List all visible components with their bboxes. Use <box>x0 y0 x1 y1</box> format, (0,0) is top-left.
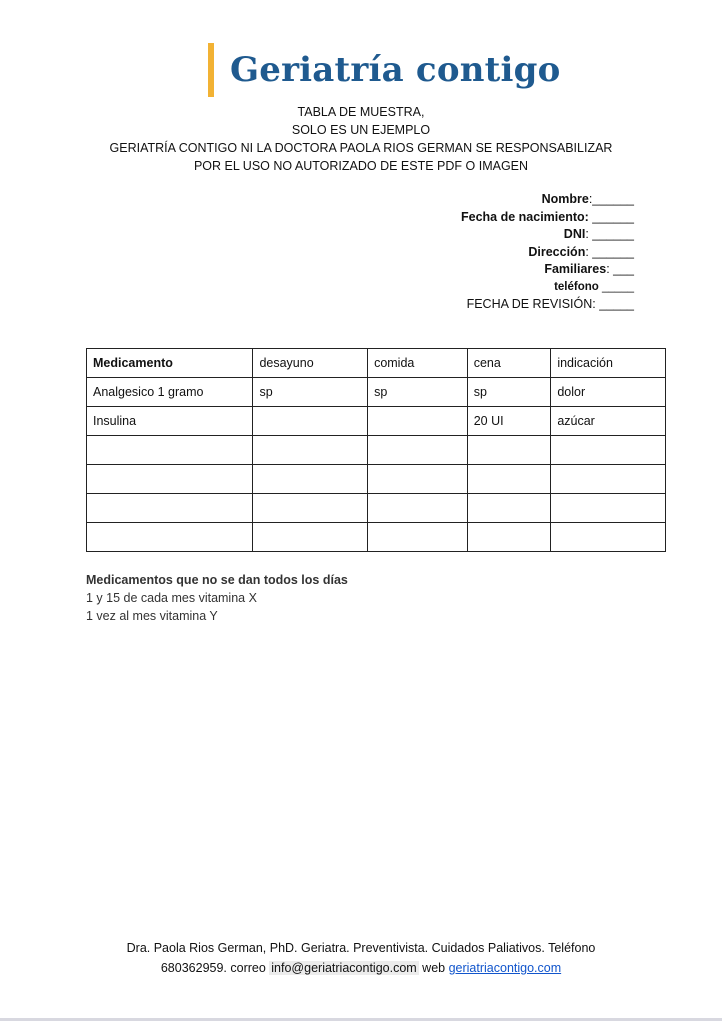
field-fecha-nacimiento-label: Fecha de nacimiento: <box>461 209 589 224</box>
field-familiares-blank: : ___ <box>606 262 634 276</box>
table-row <box>87 436 666 465</box>
table-cell <box>467 436 551 465</box>
field-dni-blank: : ______ <box>585 227 634 241</box>
table-cell <box>87 523 253 552</box>
field-fecha-revision-blank: _____ <box>595 297 634 311</box>
table-cell <box>551 523 666 552</box>
table-row <box>87 494 666 523</box>
table-cell <box>87 465 253 494</box>
medication-table <box>86 348 666 552</box>
table-cell: sp <box>368 378 468 407</box>
table-cell: 20 UI <box>467 407 551 436</box>
field-dni <box>461 226 634 244</box>
table-cell <box>368 436 468 465</box>
disclaimer-line-1: TABLA DE MUESTRA, <box>297 105 425 119</box>
field-familiares <box>461 261 634 279</box>
field-direccion-label: Dirección <box>528 244 586 259</box>
notes-title: Medicamentos que no se dan todos los días <box>86 573 348 587</box>
table-cell <box>253 407 368 436</box>
table-cell: sp <box>253 378 368 407</box>
table-header-row <box>87 349 666 378</box>
table-row <box>87 378 666 407</box>
table-cell <box>87 436 253 465</box>
table-cell <box>467 494 551 523</box>
disclaimer-line-4: POR EL USO NO AUTORIZADO DE ESTE PDF O IMAGEN <box>193 159 529 173</box>
header-cena: cena <box>467 349 551 378</box>
field-telefono-blank: _____ <box>598 280 634 293</box>
table-cell <box>87 494 253 523</box>
list-item: 1 vez al mes vitamina Y <box>86 609 218 623</box>
header-indicacion: indicación <box>551 349 666 378</box>
footer-web-link[interactable]: geriatriacontigo.com <box>448 961 562 975</box>
footer-phone-text: 680362959. correo <box>160 961 270 975</box>
header-medicamento: Medicamento <box>87 349 253 378</box>
field-fecha-revision <box>461 296 634 314</box>
table-cell: azúcar <box>551 407 666 436</box>
field-familiares-label: Familiares <box>544 262 607 276</box>
field-nombre-label: Nombre <box>541 192 589 206</box>
field-nombre-blank: :______ <box>588 192 634 206</box>
table-cell <box>368 523 468 552</box>
table-cell: sp <box>467 378 551 407</box>
header-comida: comida <box>368 349 468 378</box>
table-row <box>87 407 666 436</box>
table-cell <box>551 436 666 465</box>
table-row <box>87 465 666 494</box>
table-cell <box>253 465 368 494</box>
table-cell <box>253 436 368 465</box>
footer <box>0 938 722 978</box>
list-item: 1 y 15 de cada mes vitamina X <box>86 591 257 605</box>
field-nombre <box>461 191 634 209</box>
field-fecha-revision-label: FECHA DE REVISIÓN: <box>466 297 596 311</box>
field-direccion <box>461 244 634 262</box>
table-cell: Insulina <box>87 407 253 436</box>
table-cell <box>368 494 468 523</box>
footer-email: info@geriatriacontigo.com <box>271 961 417 975</box>
table-cell <box>551 494 666 523</box>
field-dni-label: DNI <box>563 227 586 241</box>
disclaimer-line-3: GERIATRÍA CONTIGO NI LA DOCTORA PAOLA RIOS GERMAN SE RESPONSABILIZAR <box>109 141 613 155</box>
table-cell <box>368 407 468 436</box>
logo <box>208 42 561 98</box>
disclaimer-line-2: SOLO ES UN EJEMPLO <box>291 123 431 137</box>
field-telefono <box>461 279 634 297</box>
table-cell <box>551 465 666 494</box>
table-cell <box>253 494 368 523</box>
footer-line-2 <box>0 958 722 978</box>
footer-line-1: Dra. Paola Rios German, PhD. Geriatra. Preventivista. Cuidados Paliativos. Teléfono <box>126 941 596 955</box>
header-desayuno: desayuno <box>253 349 368 378</box>
table-cell: dolor <box>551 378 666 407</box>
patient-info-block <box>461 191 634 314</box>
table-cell <box>467 523 551 552</box>
field-direccion-blank: : ______ <box>585 244 634 259</box>
page-bottom-divider <box>0 1018 722 1021</box>
field-telefono-label: teléfono <box>554 280 599 293</box>
table-cell <box>467 465 551 494</box>
table-row <box>87 523 666 552</box>
footer-web-label: web <box>418 961 449 975</box>
table-cell <box>253 523 368 552</box>
table-cell: Analgesico 1 gramo <box>87 378 253 407</box>
table-cell <box>368 465 468 494</box>
non-daily-medications <box>86 571 348 625</box>
logo-text: Geriatría contigo <box>230 50 561 90</box>
logo-accent-bar <box>208 43 214 97</box>
field-fecha-nacimiento-blank: ______ <box>588 209 634 224</box>
field-fecha-nacimiento <box>461 209 634 227</box>
disclaimer <box>0 103 722 175</box>
